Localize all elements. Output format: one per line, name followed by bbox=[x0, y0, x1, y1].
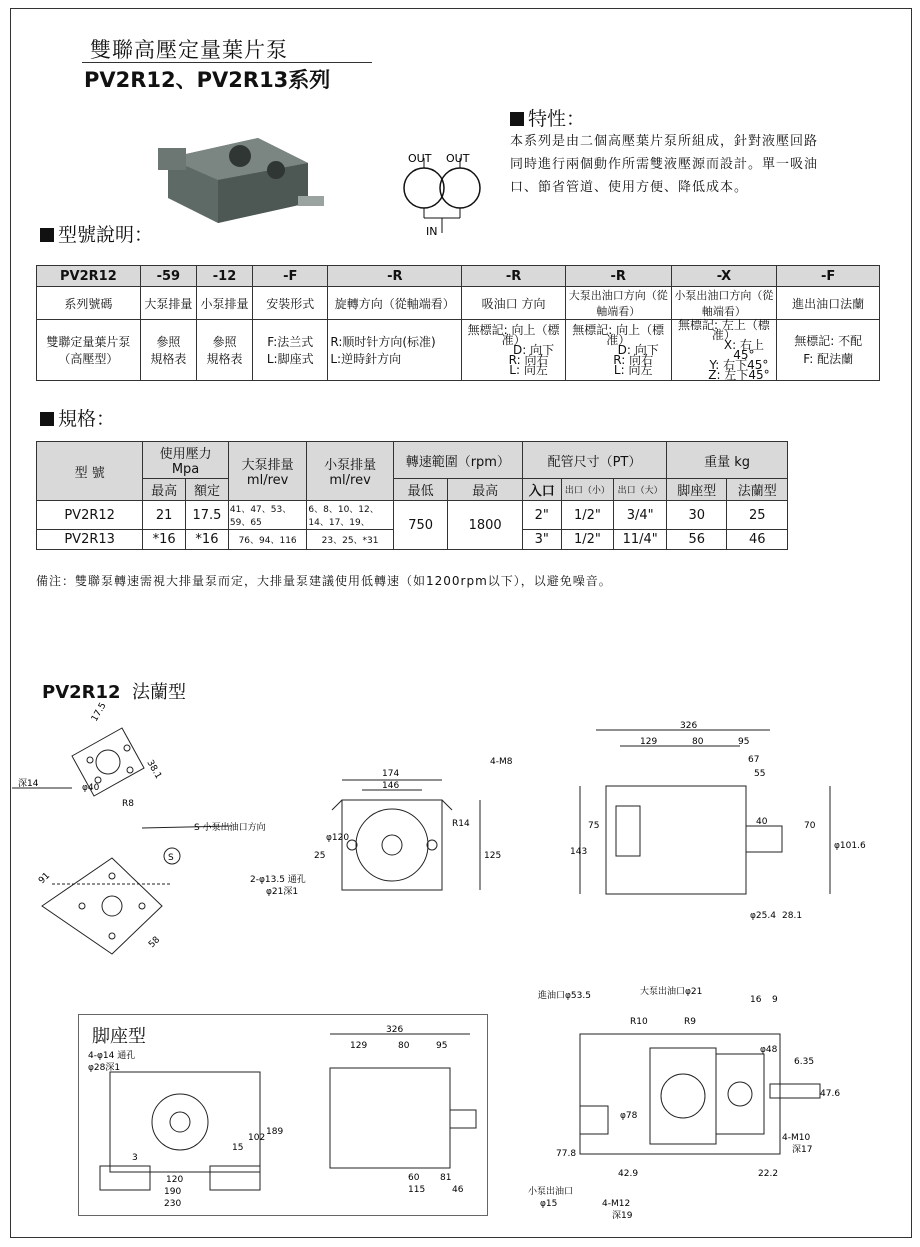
svg-text:S: S bbox=[168, 853, 174, 863]
svg-text:70: 70 bbox=[804, 821, 816, 831]
bullet-square-icon bbox=[40, 228, 54, 242]
symbol-out1-label: OUT bbox=[408, 152, 432, 165]
svg-text:進油口φ53.5: 進油口φ53.5 bbox=[538, 991, 591, 1001]
svg-text:77.8: 77.8 bbox=[556, 1149, 577, 1159]
hydraulic-symbol bbox=[400, 148, 490, 238]
svg-text:75: 75 bbox=[588, 821, 600, 831]
svg-text:60: 60 bbox=[408, 1173, 420, 1183]
svg-text:81: 81 bbox=[440, 1173, 452, 1183]
svg-text:46: 46 bbox=[452, 1185, 464, 1195]
svg-text:67: 67 bbox=[748, 755, 760, 765]
symbol-out2-label: OUT bbox=[446, 152, 470, 165]
spec-row-pv2r12: PV2R12 21 17.5 41、47、53、 59、65 6、8、10、12、 14、17、19、 750 1800 2" 1/2" 3/4" 30 25 bbox=[37, 501, 788, 530]
features-heading: 特性： bbox=[510, 104, 585, 131]
svg-text:28.1: 28.1 bbox=[782, 911, 803, 921]
svg-text:4-M10: 4-M10 bbox=[782, 1133, 811, 1143]
svg-text:17.5: 17.5 bbox=[89, 701, 109, 724]
svg-text:φ25.4: φ25.4 bbox=[750, 911, 776, 921]
svg-text:58: 58 bbox=[147, 934, 163, 951]
svg-text:R9: R9 bbox=[684, 1017, 696, 1027]
svg-text:φ15: φ15 bbox=[540, 1199, 558, 1209]
svg-text:230: 230 bbox=[164, 1199, 182, 1209]
svg-text:47.6: 47.6 bbox=[820, 1089, 841, 1099]
svg-text:R14: R14 bbox=[452, 819, 470, 829]
svg-text:φ40: φ40 bbox=[82, 783, 100, 793]
svg-text:326: 326 bbox=[386, 1025, 404, 1035]
svg-text:143: 143 bbox=[570, 847, 588, 857]
svg-text:40: 40 bbox=[756, 817, 768, 827]
model-table: PV2R12 -59 -12 -F -R -R -R -X -F 系列號碼 大泵排量 小泵排量 安裝形式 旋轉方向（從軸端看） 吸油口 方向 大泵出油口方向（從軸端看） 小泵出油口方向（從軸端看） 進出油口法蘭 雙聯定量葉片泵 （高壓型） 參照 規格表 參照 規格表 F:法兰式 L:脚座式 R:顺时针方向(标准) L:逆時針方向 無標記: 向上（標准） D: 向下 R: 向右 L: 向左 無標記: 向上（標准） D: 向下 R: 向右 L: 向左 無標記: 左上（標准） X: 右上45° Y: 右下45° Z: 左下45° 無標記: 不配 F: 配法蘭 bbox=[36, 265, 880, 381]
svg-text:125: 125 bbox=[484, 851, 502, 861]
svg-text:深14: 深14 bbox=[18, 779, 39, 789]
svg-text:95: 95 bbox=[436, 1041, 448, 1051]
svg-text:80: 80 bbox=[692, 737, 704, 747]
svg-text:129: 129 bbox=[350, 1041, 368, 1051]
pump-photo bbox=[148, 118, 328, 228]
model-heading: 型號說明： bbox=[40, 220, 153, 247]
svg-text:深19: 深19 bbox=[612, 1211, 633, 1221]
svg-text:189: 189 bbox=[266, 1127, 284, 1137]
bullet-square-icon bbox=[510, 112, 524, 126]
svg-text:146: 146 bbox=[382, 781, 400, 791]
port-view-drawing bbox=[520, 984, 850, 1224]
svg-text:R8: R8 bbox=[122, 799, 134, 809]
svg-text:S 小泵出油口方向: S 小泵出油口方向 bbox=[194, 823, 266, 833]
svg-text:25: 25 bbox=[314, 851, 326, 861]
svg-text:R10: R10 bbox=[630, 1017, 648, 1027]
front-view-drawing bbox=[240, 750, 513, 920]
svg-text:42.9: 42.9 bbox=[618, 1169, 639, 1179]
drawing-heading: PV2R12 法蘭型 bbox=[42, 682, 187, 703]
svg-text:大泵出油口φ21: 大泵出油口φ21 bbox=[640, 987, 703, 997]
svg-text:15: 15 bbox=[232, 1143, 244, 1153]
title-rule bbox=[82, 62, 372, 63]
svg-text:91: 91 bbox=[37, 870, 53, 887]
svg-text:95: 95 bbox=[738, 737, 750, 747]
svg-text:38.1: 38.1 bbox=[144, 758, 164, 781]
svg-text:115: 115 bbox=[408, 1185, 426, 1195]
symbol-in-label: IN bbox=[426, 225, 438, 238]
svg-text:φ48: φ48 bbox=[760, 1045, 778, 1055]
note-text: 備注：雙聯泵轉速需視大排量泵而定，大排量泵建議使用低轉速（如1200rpm以下），以避免噪音。 bbox=[36, 574, 612, 588]
spec-heading: 規格： bbox=[40, 404, 115, 431]
svg-text:120: 120 bbox=[166, 1175, 184, 1185]
page-subtitle: PV2R12、PV2R13系列 bbox=[84, 68, 331, 92]
svg-text:3: 3 bbox=[132, 1153, 138, 1163]
svg-text:174: 174 bbox=[382, 769, 400, 779]
svg-text:4-M8: 4-M8 bbox=[490, 757, 513, 767]
foot-drawing bbox=[80, 1016, 484, 1212]
svg-text:2-φ13.5 通孔: 2-φ13.5 通孔 bbox=[250, 875, 306, 885]
spec-row-pv2r13: PV2R13 *16 *16 76、94、116 23、25、*31 3" 1/2" 11/4" 56 46 bbox=[37, 530, 788, 550]
side-view-drawing bbox=[560, 718, 866, 928]
svg-text:φ120: φ120 bbox=[326, 833, 350, 843]
svg-text:φ28深1: φ28深1 bbox=[88, 1063, 121, 1073]
svg-text:80: 80 bbox=[398, 1041, 410, 1051]
features-text: 本系列是由二個高壓葉片泵所組成，針對液壓回路 同時進行兩個動作所需雙液壓源而設計。單一吸油 口、節省管道、使用方便、降低成本。 bbox=[510, 134, 819, 195]
svg-text:55: 55 bbox=[754, 769, 766, 779]
svg-text:φ78: φ78 bbox=[620, 1111, 638, 1121]
bullet-square-icon bbox=[40, 412, 54, 426]
svg-text:326: 326 bbox=[680, 721, 698, 731]
svg-text:φ101.6: φ101.6 bbox=[834, 841, 866, 851]
svg-text:6.35: 6.35 bbox=[794, 1057, 815, 1067]
svg-text:小泵出油口: 小泵出油口 bbox=[528, 1187, 574, 1197]
page-title: 雙聯高壓定量葉片泵 bbox=[90, 38, 288, 62]
svg-text:4-φ14 通孔: 4-φ14 通孔 bbox=[88, 1051, 136, 1061]
svg-text:16: 16 bbox=[750, 995, 762, 1005]
svg-text:129: 129 bbox=[640, 737, 658, 747]
spec-table: 型 號 使用壓力 Mpa 大泵排量 ml/rev 小泵排量 ml/rev 轉速範圍（rpm） 配管尺寸（PT） 重量 kg 最高 額定 最低 最高 入口 出口（小） 出口（大） 脚座型 法蘭型 PV2R12 21 17.5 41、47、53、 59、65 6、8、10、12、 14、17、19、 750 1800 2" 1/2" 3/4" 30 25 PV2R13 *16 *16 76、94、116 23、25、*31 3" 1/2" 11/4" 56 46 bbox=[36, 441, 788, 550]
svg-text:深17: 深17 bbox=[792, 1145, 813, 1155]
svg-text:102: 102 bbox=[248, 1133, 266, 1143]
svg-text:22.2: 22.2 bbox=[758, 1169, 779, 1179]
svg-text:4-M12: 4-M12 bbox=[602, 1199, 631, 1209]
foot-heading: 脚座型 bbox=[92, 1026, 146, 1047]
svg-text:190: 190 bbox=[164, 1187, 182, 1197]
svg-text:φ21深1: φ21深1 bbox=[266, 887, 299, 897]
svg-text:9: 9 bbox=[772, 995, 778, 1005]
